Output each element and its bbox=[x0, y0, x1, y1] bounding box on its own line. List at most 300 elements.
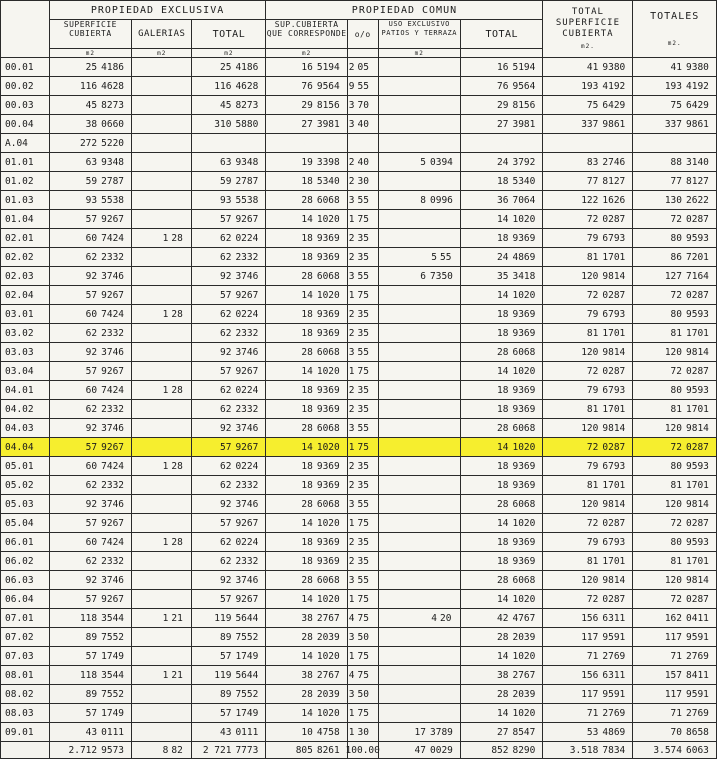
total-exclusiva-cell bbox=[192, 286, 266, 305]
total-superficie-cell bbox=[543, 704, 633, 723]
number-value bbox=[132, 495, 191, 513]
uso-exclusivo-cell bbox=[378, 77, 460, 96]
number-value bbox=[379, 305, 460, 323]
porcentaje-cell bbox=[347, 514, 378, 533]
galerias-cell bbox=[132, 457, 192, 476]
unit-code-cell: 00.03 bbox=[1, 96, 50, 115]
uso-exclusivo-cell bbox=[378, 172, 460, 191]
number-value: 18 9369 bbox=[301, 403, 340, 415]
total-value: 3.518 7834 bbox=[569, 744, 626, 756]
number-value: 62 2332 bbox=[219, 479, 259, 491]
sup-cubierta-cell bbox=[49, 191, 131, 210]
total-exclusiva-cell bbox=[192, 343, 266, 362]
number-value: 18 9369 bbox=[301, 536, 340, 548]
porcentaje-cell bbox=[347, 305, 378, 324]
unit-sup-corresponde: m2 bbox=[266, 49, 347, 58]
number-value: 2 35 bbox=[348, 308, 369, 320]
total-superficie-cell bbox=[543, 229, 633, 248]
number-value: 89 7552 bbox=[85, 688, 125, 700]
number-value: 14 1020 bbox=[301, 365, 340, 377]
porcentaje-cell bbox=[347, 571, 378, 590]
galerias-cell bbox=[132, 305, 192, 324]
uso-exclusivo-cell bbox=[378, 381, 460, 400]
galerias-cell bbox=[132, 704, 192, 723]
totales-cell bbox=[633, 324, 717, 343]
galerias-cell bbox=[132, 286, 192, 305]
number-value: 2 35 bbox=[348, 479, 369, 491]
number-value: 62 2332 bbox=[219, 327, 259, 339]
unit-code-cell: 04.01 bbox=[1, 381, 50, 400]
number-value: 17 3789 bbox=[414, 726, 453, 738]
number-value: 2 35 bbox=[348, 251, 369, 263]
sup-corresponde-cell bbox=[266, 134, 347, 153]
number-value: 14 1020 bbox=[301, 517, 340, 529]
total-comun-cell bbox=[461, 685, 543, 704]
sup-cubierta-cell bbox=[49, 58, 131, 77]
unit-code-cell: 01.04 bbox=[1, 210, 50, 229]
number-value: 3 55 bbox=[348, 270, 369, 282]
totales-cell bbox=[633, 495, 717, 514]
total-exclusiva-cell bbox=[192, 419, 266, 438]
number-value: 6 7350 bbox=[420, 270, 453, 282]
number-value: 28 2039 bbox=[497, 688, 536, 700]
number-value: 75 6429 bbox=[670, 99, 709, 111]
number-value: 80 9593 bbox=[670, 384, 709, 396]
sup-cubierta-cell bbox=[49, 571, 131, 590]
total-comun-cell bbox=[461, 134, 543, 153]
number-value: 117 9591 bbox=[581, 688, 626, 700]
totales-total bbox=[633, 742, 717, 759]
number-value: 57 9267 bbox=[219, 593, 259, 605]
total-value bbox=[1, 742, 49, 758]
unit-code-cell: 00.01 bbox=[1, 58, 50, 77]
galerias-cell bbox=[132, 191, 192, 210]
number-value: 18 9369 bbox=[301, 232, 340, 244]
galerias-cell bbox=[132, 381, 192, 400]
uso-exclusivo-cell bbox=[378, 286, 460, 305]
sup-corresponde-cell bbox=[266, 229, 347, 248]
unit-code-cell: 05.04 bbox=[1, 514, 50, 533]
total-superficie-cell bbox=[543, 571, 633, 590]
number-value: 25 4186 bbox=[85, 61, 125, 73]
total-exclusiva-cell bbox=[192, 153, 266, 172]
sup-cubierta-cell bbox=[49, 381, 131, 400]
number-value: 8 0996 bbox=[420, 194, 453, 206]
number-value bbox=[379, 210, 460, 228]
totales-cell bbox=[633, 628, 717, 647]
sup-corresponde-cell bbox=[266, 514, 347, 533]
sup-corresponde-total bbox=[266, 742, 347, 759]
number-value: 3 55 bbox=[348, 194, 369, 206]
uso-exclusivo-cell bbox=[378, 96, 460, 115]
galerias-cell bbox=[132, 647, 192, 666]
sup-cubierta-cell bbox=[49, 457, 131, 476]
total-comun-cell bbox=[461, 286, 543, 305]
number-value bbox=[132, 514, 191, 532]
total-exclusiva-cell bbox=[192, 704, 266, 723]
number-value: 86 7201 bbox=[670, 251, 709, 263]
unit-code-cell: 04.03 bbox=[1, 419, 50, 438]
number-value bbox=[379, 552, 460, 570]
number-value: 79 6793 bbox=[586, 536, 626, 548]
number-value: 72 0287 bbox=[586, 593, 626, 605]
uso-exclusivo-total bbox=[378, 742, 460, 759]
totales-cell bbox=[633, 229, 717, 248]
number-value: 53 4869 bbox=[586, 726, 626, 738]
galerias-cell bbox=[132, 229, 192, 248]
number-value: 14 1020 bbox=[301, 707, 340, 719]
number-value: 79 6793 bbox=[586, 308, 626, 320]
number-value bbox=[132, 685, 191, 703]
total-exclusiva-cell bbox=[192, 400, 266, 419]
uso-exclusivo-cell bbox=[378, 267, 460, 286]
porcentaje-cell bbox=[347, 191, 378, 210]
number-value: 1 75 bbox=[348, 517, 369, 529]
porcentaje-cell bbox=[347, 438, 378, 457]
sup-cubierta-cell bbox=[49, 609, 131, 628]
totales-cell bbox=[633, 647, 717, 666]
total-exclusiva-cell bbox=[192, 723, 266, 742]
sup-corresponde-cell bbox=[266, 267, 347, 286]
number-value: 5 55 bbox=[431, 251, 452, 263]
number-value bbox=[132, 400, 191, 418]
sup-cubierta-cell bbox=[49, 305, 131, 324]
number-value: 1 28 bbox=[162, 232, 183, 244]
number-value: 41 9380 bbox=[670, 61, 709, 73]
sup-corresponde-cell bbox=[266, 305, 347, 324]
number-value: 72 0287 bbox=[670, 517, 709, 529]
galerias-cell bbox=[132, 153, 192, 172]
table-row bbox=[1, 58, 717, 77]
sup-cubierta-cell bbox=[49, 267, 131, 286]
number-value: 28 6068 bbox=[301, 574, 340, 586]
number-value: 1 30 bbox=[348, 726, 369, 738]
number-value: 14 1020 bbox=[497, 517, 536, 529]
total-superficie-cell bbox=[543, 628, 633, 647]
total-exclusiva-total bbox=[192, 742, 266, 759]
number-value: 2 40 bbox=[348, 156, 369, 168]
galerias-cell bbox=[132, 685, 192, 704]
number-value bbox=[379, 571, 460, 589]
porcentaje-cell bbox=[347, 685, 378, 704]
table-row bbox=[1, 324, 717, 343]
galerias-cell bbox=[132, 590, 192, 609]
number-value: 120 9814 bbox=[581, 346, 626, 358]
uso-exclusivo-cell bbox=[378, 400, 460, 419]
number-value: 43 0111 bbox=[219, 726, 259, 738]
unit-code-total bbox=[1, 742, 50, 759]
number-value: 59 2787 bbox=[85, 175, 125, 187]
number-value: 118 3544 bbox=[79, 612, 125, 624]
galerias-cell bbox=[132, 495, 192, 514]
uso-exclusivo-cell bbox=[378, 609, 460, 628]
number-value: 1 75 bbox=[348, 289, 369, 301]
totales-cell bbox=[633, 685, 717, 704]
number-value: 3 55 bbox=[348, 422, 369, 434]
number-value: 62 2332 bbox=[219, 403, 259, 415]
number-value: 45 8273 bbox=[85, 99, 125, 111]
sup-cubierta-cell bbox=[49, 438, 131, 457]
sup-corresponde-cell bbox=[266, 343, 347, 362]
totales-cell bbox=[633, 191, 717, 210]
number-value: 3 55 bbox=[348, 498, 369, 510]
number-value bbox=[132, 248, 191, 266]
table-row bbox=[1, 96, 717, 115]
galerias-cell bbox=[132, 58, 192, 77]
total-superficie-cell bbox=[543, 286, 633, 305]
total-comun-cell bbox=[461, 552, 543, 571]
number-value: 18 9369 bbox=[301, 251, 340, 263]
uso-exclusivo-cell bbox=[378, 533, 460, 552]
number-value: 14 1020 bbox=[497, 213, 536, 225]
totales-label: TOTALES bbox=[650, 11, 700, 22]
uso-exclusivo-cell bbox=[378, 248, 460, 267]
sup-cubierta-cell bbox=[49, 723, 131, 742]
number-value: 119 5644 bbox=[214, 612, 259, 624]
number-value: 81 1701 bbox=[586, 555, 626, 567]
number-value: 60 7424 bbox=[85, 384, 125, 396]
totales-cell bbox=[633, 286, 717, 305]
sup-corresponde-cell bbox=[266, 419, 347, 438]
number-value: 14 1020 bbox=[301, 441, 340, 453]
number-value: 72 0287 bbox=[670, 441, 709, 453]
total-comun-cell bbox=[461, 628, 543, 647]
number-value: 79 6793 bbox=[586, 460, 626, 472]
unit-code-cell: 02.02 bbox=[1, 248, 50, 267]
number-value: 120 9814 bbox=[664, 498, 709, 510]
total-comun-cell bbox=[461, 533, 543, 552]
total-exclusiva-cell bbox=[192, 552, 266, 571]
galerias-cell bbox=[132, 267, 192, 286]
totales-cell bbox=[633, 115, 717, 134]
total-value: 100.00 bbox=[345, 744, 380, 756]
number-value: 72 0287 bbox=[670, 593, 709, 605]
total-value: 3.574 6063 bbox=[653, 744, 709, 756]
number-value: 80 9593 bbox=[670, 460, 709, 472]
number-value bbox=[379, 419, 460, 437]
table-row bbox=[1, 609, 717, 628]
total-comun-cell bbox=[461, 153, 543, 172]
number-value bbox=[132, 77, 191, 95]
total-comun-cell bbox=[461, 191, 543, 210]
number-value: 118 3544 bbox=[79, 669, 125, 681]
total-comun-cell bbox=[461, 210, 543, 229]
galerias-cell bbox=[132, 514, 192, 533]
unit-code-cell: 06.01 bbox=[1, 533, 50, 552]
totales-cell bbox=[633, 457, 717, 476]
number-value bbox=[132, 210, 191, 228]
sup-corresponde-cell bbox=[266, 400, 347, 419]
sup-corresponde-cell bbox=[266, 172, 347, 191]
unit-code-cell: 02.03 bbox=[1, 267, 50, 286]
number-value: 2 30 bbox=[348, 175, 369, 187]
sup-corresponde-cell bbox=[266, 286, 347, 305]
totales-cell bbox=[633, 362, 717, 381]
number-value: 18 9369 bbox=[301, 460, 340, 472]
sup-corresponde-header: SUP.CUBIERTA QUE CORRESPONDE bbox=[266, 20, 347, 49]
porcentaje-cell bbox=[347, 628, 378, 647]
number-value: 81 1701 bbox=[670, 479, 709, 491]
table-row bbox=[1, 191, 717, 210]
totales-cell bbox=[633, 343, 717, 362]
number-value: 2 35 bbox=[348, 536, 369, 548]
totales-cell bbox=[633, 381, 717, 400]
number-value bbox=[379, 400, 460, 418]
number-value: 1 21 bbox=[162, 612, 183, 624]
galerias-cell bbox=[132, 77, 192, 96]
total-superficie-cell bbox=[543, 419, 633, 438]
number-value bbox=[132, 590, 191, 608]
unit-code-cell: 06.04 bbox=[1, 590, 50, 609]
sup-cubierta-cell bbox=[49, 647, 131, 666]
unit-code-cell: 05.01 bbox=[1, 457, 50, 476]
porcentaje-cell bbox=[347, 552, 378, 571]
sup-cubierta-cell bbox=[49, 172, 131, 191]
unit-col-header bbox=[1, 1, 50, 58]
number-value: 27 8547 bbox=[497, 726, 536, 738]
number-value: 18 9369 bbox=[497, 460, 536, 472]
unit-code-cell: 07.03 bbox=[1, 647, 50, 666]
number-value: 72 0287 bbox=[586, 289, 626, 301]
number-value bbox=[379, 381, 460, 399]
table-row bbox=[1, 457, 717, 476]
number-value: 62 0224 bbox=[219, 536, 259, 548]
sup-corresponde-cell bbox=[266, 590, 347, 609]
number-value: 120 9814 bbox=[664, 574, 709, 586]
number-value: 93 5538 bbox=[219, 194, 259, 206]
number-value: 18 9369 bbox=[497, 327, 536, 339]
sup-corresponde-cell bbox=[266, 324, 347, 343]
sup-cubierta-cell bbox=[49, 704, 131, 723]
total-value: 852 8290 bbox=[491, 744, 536, 756]
number-value: 92 3746 bbox=[219, 422, 259, 434]
total-comun-cell bbox=[461, 58, 543, 77]
total-superficie-header bbox=[543, 1, 633, 58]
number-value: 120 9814 bbox=[664, 346, 709, 358]
number-value: 57 9267 bbox=[85, 289, 125, 301]
galerias-cell bbox=[132, 172, 192, 191]
total-exclusiva-cell bbox=[192, 248, 266, 267]
total-exclusiva-cell bbox=[192, 666, 266, 685]
total-comun-cell bbox=[461, 305, 543, 324]
total-superficie-cell bbox=[543, 552, 633, 571]
number-value: 62 0224 bbox=[219, 384, 259, 396]
totales-cell bbox=[633, 153, 717, 172]
total-comun-cell bbox=[461, 229, 543, 248]
total-comun-cell bbox=[461, 400, 543, 419]
total-exclusiva-cell bbox=[192, 381, 266, 400]
total-exclusiva-cell bbox=[192, 571, 266, 590]
sup-cubierta-cell bbox=[49, 362, 131, 381]
number-value: 45 8273 bbox=[219, 99, 259, 111]
sup-cubierta-cell bbox=[49, 514, 131, 533]
number-value: 25 4186 bbox=[219, 61, 259, 73]
number-value bbox=[379, 324, 460, 342]
total-superficie-cell bbox=[543, 134, 633, 153]
total-exclusiva-cell bbox=[192, 58, 266, 77]
total-comun-cell bbox=[461, 609, 543, 628]
galerias-cell bbox=[132, 533, 192, 552]
total-exclusiva-cell bbox=[192, 476, 266, 495]
number-value: 1 75 bbox=[348, 707, 369, 719]
number-value: 120 9814 bbox=[581, 270, 626, 282]
totales-cell bbox=[633, 134, 717, 153]
number-value: 337 9861 bbox=[664, 118, 709, 130]
table-row bbox=[1, 514, 717, 533]
number-value bbox=[379, 343, 460, 361]
total-superficie-cell bbox=[543, 248, 633, 267]
total-exclusiva-cell bbox=[192, 514, 266, 533]
number-value bbox=[379, 362, 460, 380]
totales-cell bbox=[633, 514, 717, 533]
table-row bbox=[1, 210, 717, 229]
number-value: 18 9369 bbox=[497, 536, 536, 548]
number-value: 16 5194 bbox=[301, 61, 340, 73]
number-value: 57 9267 bbox=[219, 441, 259, 453]
number-value: 1 75 bbox=[348, 213, 369, 225]
number-value: 3 55 bbox=[348, 574, 369, 586]
sup-cubierta-cell bbox=[49, 134, 131, 153]
table-row bbox=[1, 115, 717, 134]
number-value: 89 7552 bbox=[219, 688, 259, 700]
galerias-total bbox=[132, 742, 192, 759]
number-value: 28 6068 bbox=[301, 422, 340, 434]
number-value: 62 0224 bbox=[219, 460, 259, 472]
sup-corresponde-cell bbox=[266, 248, 347, 267]
number-value: 193 4192 bbox=[664, 80, 709, 92]
unit-code-cell: 08.02 bbox=[1, 685, 50, 704]
total-exclusiva-cell bbox=[192, 533, 266, 552]
total-superficie-cell bbox=[543, 514, 633, 533]
uso-exclusivo-cell bbox=[378, 704, 460, 723]
number-value: 38 0660 bbox=[85, 118, 125, 130]
number-value: 117 9591 bbox=[664, 631, 709, 643]
number-value: 119 5644 bbox=[214, 669, 259, 681]
totales-cell bbox=[633, 419, 717, 438]
totales-cell bbox=[633, 172, 717, 191]
number-value: 71 2769 bbox=[670, 650, 709, 662]
number-value bbox=[379, 58, 460, 76]
number-value: 81 1701 bbox=[586, 479, 626, 491]
number-value: 14 1020 bbox=[497, 650, 536, 662]
uso-exclusivo-cell bbox=[378, 514, 460, 533]
number-value: 62 2332 bbox=[219, 251, 259, 263]
porcentaje-total bbox=[347, 742, 378, 759]
number-value: 18 9369 bbox=[497, 555, 536, 567]
galerias-cell bbox=[132, 324, 192, 343]
uso-exclusivo-cell bbox=[378, 571, 460, 590]
sup-corresponde-cell bbox=[266, 647, 347, 666]
uso-exclusivo-cell bbox=[378, 343, 460, 362]
sup-corresponde-cell bbox=[266, 609, 347, 628]
number-value: 117 9591 bbox=[581, 631, 626, 643]
number-value: 2 35 bbox=[348, 555, 369, 567]
number-value: 92 3746 bbox=[85, 270, 125, 282]
totales-cell bbox=[633, 438, 717, 457]
total-comun-cell bbox=[461, 77, 543, 96]
number-value: 29 8156 bbox=[497, 99, 536, 111]
totales-cell bbox=[633, 609, 717, 628]
number-value: 92 3746 bbox=[219, 270, 259, 282]
porcentaje-cell bbox=[347, 172, 378, 191]
number-value bbox=[132, 343, 191, 361]
sup-cubierta-cell bbox=[49, 400, 131, 419]
number-value: 14 1020 bbox=[497, 365, 536, 377]
number-value: 60 7424 bbox=[85, 536, 125, 548]
total-superficie-cell bbox=[543, 305, 633, 324]
number-value: 18 9369 bbox=[497, 232, 536, 244]
number-value bbox=[379, 647, 460, 665]
